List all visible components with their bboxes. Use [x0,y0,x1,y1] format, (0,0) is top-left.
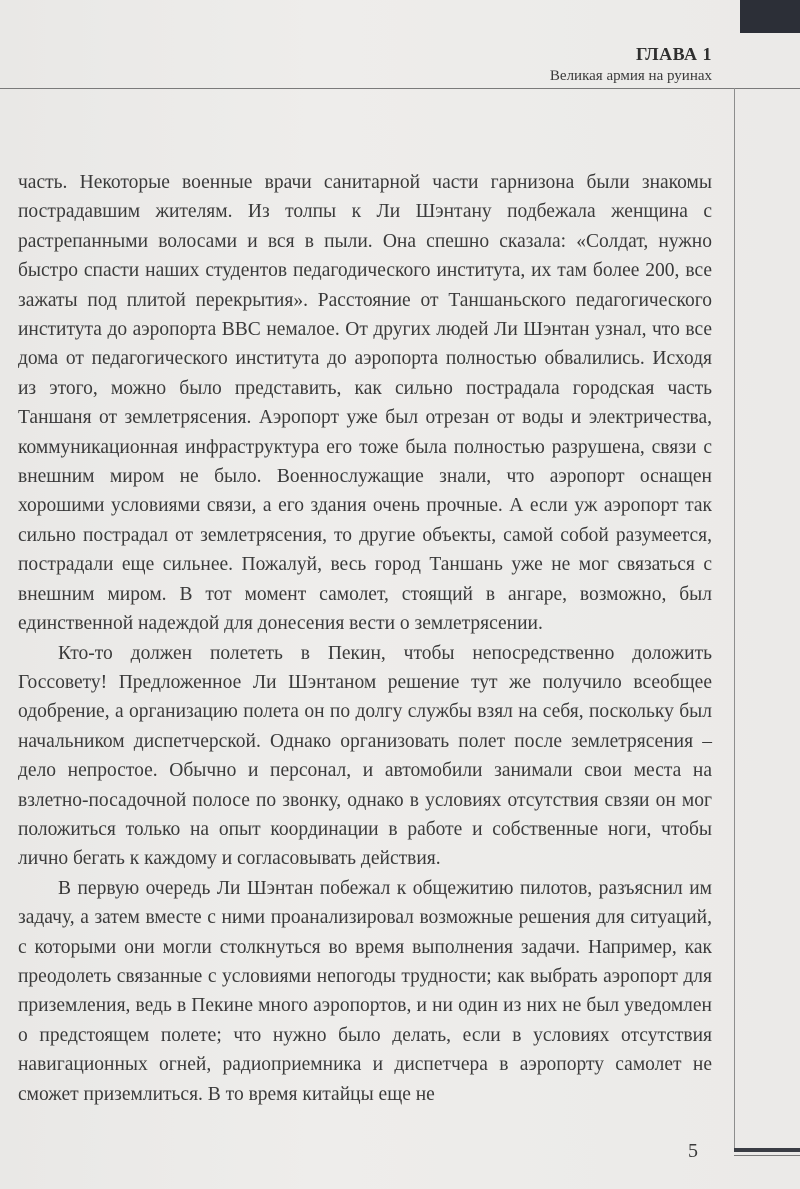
margin-rule [734,88,735,1148]
chapter-title: ГЛАВА 1 [635,44,712,64]
footer-divider-thin [734,1155,800,1156]
header-divider [0,88,800,89]
footer-divider [734,1148,800,1152]
paragraph-2: Кто-то должен полететь в Пекин, чтобы непосредственно доложить Госсовету! Предложенное Ли Шэнтаном решение тут же получило всеобщее одобрение, а организацию полета он по долгу службы взял на себя, поскольку был начальником диспетчерской. Однако организовать полет после землетрясения – дело непростое. Обычно и персонал, и автомобили занимали свои места на взлетно-посадочной полосе по звонку, однако в условиях отсутствия свзяи он мог положиться только на опыт координации в работе и собственные ноги, чтобы лично бегать к каждому и согласовывать действия. [18,642,712,870]
body-text [18,168,712,1109]
chapter-subtitle: Великая армия на руинах [549,68,712,84]
paragraph-1: часть. Некоторые военные врачи санитарной части гарнизона были знакомы пострадавшим жителям. Из толпы к Ли Шэнтану подбежала женщина с растрепанными волосами и вся в пыли. Она спешно сказала: «Солдат, нужно быстро спасти наших студентов педагодического института, их там более 200, все зажаты под плитой перекрытия». Расстояние от Таншаньского педагогического института до аэропорта ВВС немалое. От других людей Ли Шэнтан узнал, что все дома от педагогического института до аэропорта полностью обвалились. Исходя из этого, можно было представить, как сильно пострадала городская часть Таншаня от землетрясения. Аэропорт уже был отрезан от воды и электричества, коммуникационная инфраструктура его тоже была полностью разрушена, связи с внешним миром не было. Военнослужащие знали, что аэропорт оснащен хорошими условиями связи, а его здания очень прочные. А если уж аэропорт так сильно пострадал от землетрясения, то другие объекты, самой собой разумеется, пострадали еще сильнее. Пожалуй, весь город Таншань уже не мог связаться с внешним миром. В тот момент самолет, стоящий в ангаре, возможно, был единственной надеждой для донесения вести о землетрясении. [18,172,712,635]
paragraph-3: В первую очередь Ли Шэнтан побежал к общежитию пилотов, разъяснил им задачу, а затем вместе с ними проанализировал возможные решения для ситуаций, с которыми они могли столкнуться во время выполнения задачи. Например, как преодолеть связанные с условиями непогоды трудности; как выбрать аэропорт для приземления, ведь в Пекине много аэропортов, и ни один из них не был уведомлен о предстоящем полете; что нужно было делать, если в условиях отсутствия навигационных огней, радиоприемника и диспетчера в аэропорту самолет не сможет приземлиться. В то время китайцы еще не [18,877,712,1105]
page-number: 5 [688,1140,698,1162]
corner-decoration [740,0,800,33]
